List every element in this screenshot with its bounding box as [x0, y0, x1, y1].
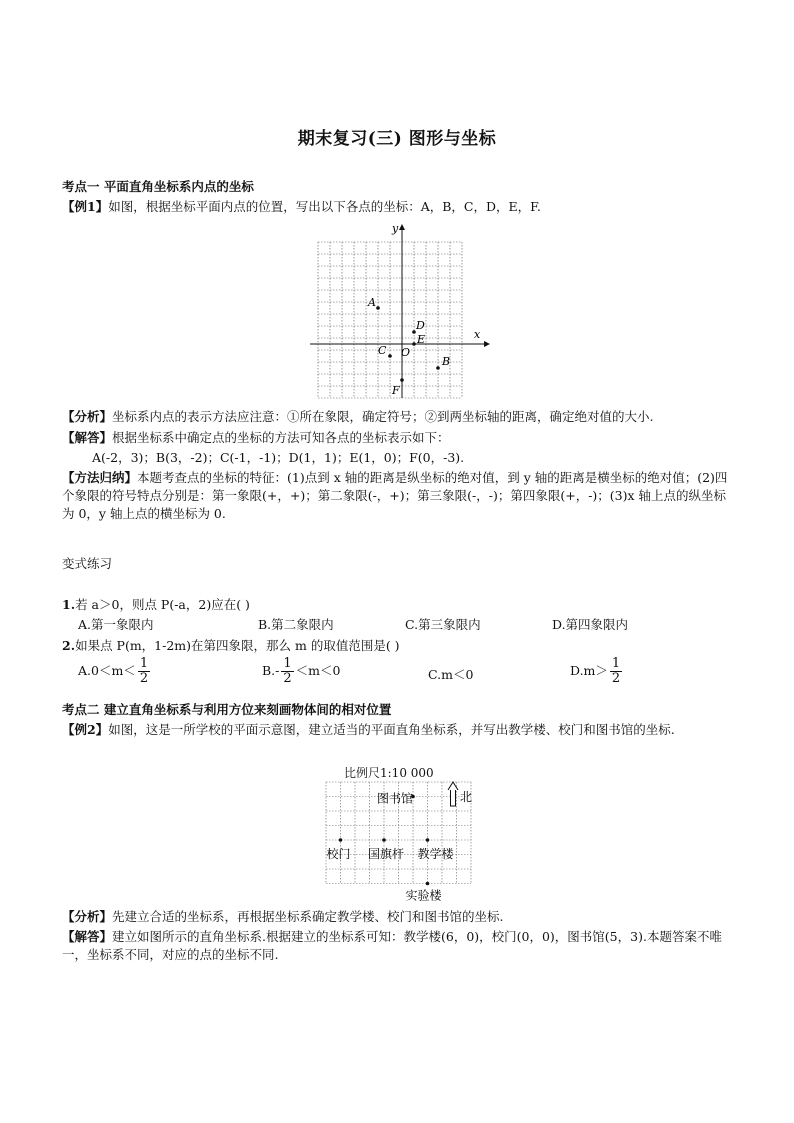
q1-option-b: B.第二象限内	[258, 617, 334, 632]
example2-text: 如图，这是一所学校的平面示意图，建立适当的平面直角坐标系，并写出教学楼、校门和图书馆的坐标.	[108, 722, 675, 737]
point-label-b: B	[442, 355, 451, 368]
fraction-half	[610, 657, 622, 686]
map-point-2	[382, 838, 386, 842]
practice-heading: 变式练习	[62, 556, 113, 571]
figure-axes	[310, 222, 490, 398]
point-label-d: D	[416, 319, 425, 332]
q2-num: 2.	[62, 638, 76, 653]
analysis2-text: 先建立合适的坐标系，再根据坐标系确定教学楼、校门和图书馆的坐标.	[112, 909, 504, 924]
point-b	[436, 366, 440, 370]
frac-num: 1	[283, 656, 292, 671]
fraction-half	[138, 657, 150, 686]
x-axis-label: x	[474, 328, 481, 341]
example2-tag: 【例2】	[62, 722, 109, 737]
point-label-e: E	[417, 333, 426, 346]
q2-option-a	[78, 657, 152, 686]
point-label-a: A	[368, 296, 376, 309]
example1-text: 如图，根据坐标平面内点的位置，写出以下各点的坐标：A，B，C，D，E，F.	[108, 199, 541, 214]
analysis1-tag: 【分析】	[62, 409, 113, 424]
map-label-0: 图书馆	[377, 791, 414, 806]
point-f	[400, 378, 404, 382]
north-label: 北	[460, 790, 473, 804]
answer1-text: 根据坐标系中确定点的坐标的方法可知各点的坐标表示如下：	[112, 430, 450, 445]
analysis2-tag: 【分析】	[62, 909, 113, 924]
map-point-4	[426, 882, 430, 886]
map-point-1	[339, 838, 343, 842]
section2-heading: 考点二 建立直角坐标系与利用方位来刻画物体间的相对位置	[62, 702, 392, 717]
q2-b-pre: B.-	[262, 663, 280, 678]
y-axis-label: y	[392, 222, 399, 235]
point-a	[376, 306, 380, 310]
answer1-tag: 【解答】	[62, 430, 113, 445]
x-axis-arrow-icon	[484, 341, 490, 347]
answer1	[62, 429, 450, 447]
answer2-text: 建立如图所示的直角坐标系.根据建立的坐标系可知：教学楼(6，0)，校门(0，0)，图书馆(5，3).本题答案不唯一，坐标系不同，对应的点的坐标不同.	[62, 929, 722, 962]
q1-option-a: A.第一象限内	[78, 617, 154, 632]
question-2	[62, 637, 400, 655]
q2-option-b	[262, 657, 340, 686]
analysis1	[62, 408, 654, 426]
q2-text: 如果点 P(m，1-2m)在第四象限，那么 m 的取值范围是( )	[75, 638, 400, 653]
q2-option-d	[570, 657, 624, 686]
coordinate-figure	[300, 222, 500, 404]
map-places	[327, 791, 455, 903]
point-label-f: F	[392, 384, 400, 397]
answer2	[62, 928, 738, 964]
answer1-coords: A(-2，3)；B(3，-2)；C(-1，-1)；D(1，1)；E(1，0)；F(0，-3).	[92, 450, 465, 465]
example1-tag: 【例1】	[62, 199, 109, 214]
analysis2	[62, 908, 504, 926]
q1-option-c: C.第三象限内	[405, 617, 481, 632]
frac-num: 1	[139, 656, 149, 671]
y-axis-arrow-icon	[399, 224, 405, 230]
example1	[62, 198, 541, 216]
frac-den: 2	[611, 671, 621, 686]
q1-text: 若 a＞0，则点 P(-a，2)应在( )	[75, 597, 250, 612]
map-label-2: 国旗杆	[368, 847, 405, 861]
question-1	[62, 596, 250, 614]
point-label-c: C	[378, 344, 387, 357]
q2-a-text: A.0＜m＜	[78, 663, 136, 678]
method-text: 本题考查点的坐标的特征：(1)点到 x 轴的距离是纵坐标的绝对值，到 y 轴的距离是横坐标的绝对值；(2)四个象限的符号特点分别是：第一象限(+，+)；第二象限(-，+)；第三象限(-，-)；第四象限(+，-)；(3)x 轴上点的纵坐标为 0，y 轴上点的横坐标为 0.	[62, 470, 728, 521]
page-title: 期末复习(三) 图形与坐标	[297, 129, 497, 149]
example2	[62, 721, 738, 739]
q2-option-c: C.m＜0	[428, 667, 474, 682]
map-label-4: 实验楼	[405, 888, 442, 902]
origin-label: O	[401, 346, 411, 359]
point-e	[412, 342, 416, 346]
school-map	[320, 778, 480, 902]
answer2-tag: 【解答】	[62, 929, 113, 944]
q1-option-d: D.第四象限内	[552, 617, 629, 632]
point-c	[388, 354, 392, 358]
map-point-3	[426, 838, 430, 842]
method-tag: 【方法归纳】	[62, 470, 138, 485]
map-label-1: 校门	[326, 847, 351, 861]
q2-b-post: ＜m＜0	[295, 663, 341, 678]
frac-den: 2	[283, 671, 292, 686]
q1-num: 1.	[62, 597, 76, 612]
analysis1-text: 坐标系内点的表示方法应注意：①所在象限，确定符号；②到两坐标轴的距离，确定绝对值的大小.	[112, 409, 654, 424]
figure-grid	[318, 242, 462, 398]
frac-den: 2	[139, 671, 149, 686]
map-scale: 比例尺1:10 000	[344, 766, 434, 780]
q2-d-text: D.m＞	[570, 663, 608, 678]
section1-heading: 考点一 平面直角坐标系内点的坐标	[62, 179, 254, 194]
fraction-half	[281, 657, 293, 686]
map-label-3: 教学楼	[417, 847, 454, 861]
frac-num: 1	[611, 656, 621, 671]
method-summary	[62, 469, 738, 523]
